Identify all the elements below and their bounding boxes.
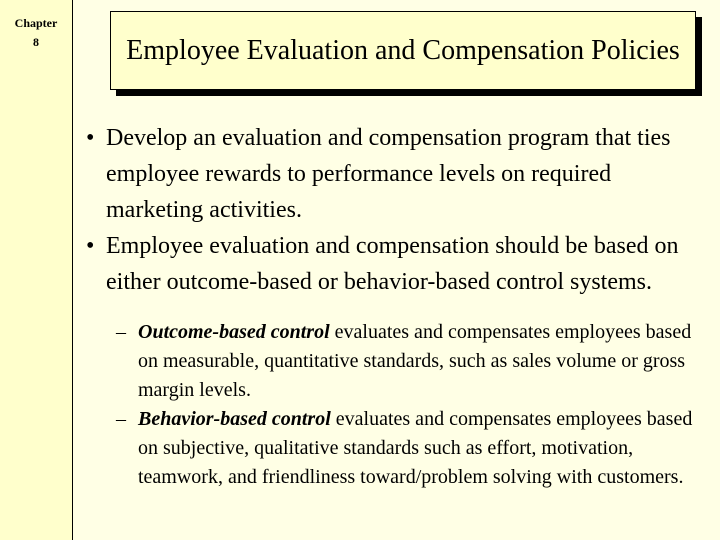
bullet-item (86, 228, 711, 300)
sub-bullet-marker: – (116, 408, 126, 430)
chapter-marker (2, 14, 70, 52)
sub-bullet-term: Behavior-based control (138, 408, 331, 430)
bullet-marker: • (86, 125, 95, 151)
sub-bullet-text: evaluates and compensates employees based on measurable, quantitative standards, such as sales volume or gross margin levels. (138, 321, 692, 401)
bullet-text: Employee evaluation and compensation should be based on either outcome-based or behavior-based control systems. (106, 233, 679, 295)
bullet-marker: • (86, 233, 95, 259)
sub-bullet-list (86, 318, 711, 492)
slide-title: Employee Evaluation and Compensation Policies (126, 34, 680, 66)
sub-bullet-item (116, 318, 711, 405)
chapter-sidebar (0, 0, 73, 540)
bullet-item (86, 120, 711, 228)
bullet-text: Develop an evaluation and compensation program that ties employee rewards to performance levels on required marketing activities. (106, 125, 671, 223)
sub-bullet-term: Outcome-based control (138, 321, 330, 343)
chapter-number: 8 (33, 35, 39, 49)
chapter-label: Chapter (14, 16, 58, 30)
sub-bullet-text: evaluates and compensates employees based on subjective, qualitative standards such as effort, motivation, teamwork, and friendliness toward/problem solving with customers. (138, 408, 693, 488)
sub-bullet-item (116, 405, 711, 492)
slide-content (86, 120, 711, 492)
sub-bullet-marker: – (116, 321, 126, 343)
title-box (110, 11, 696, 90)
